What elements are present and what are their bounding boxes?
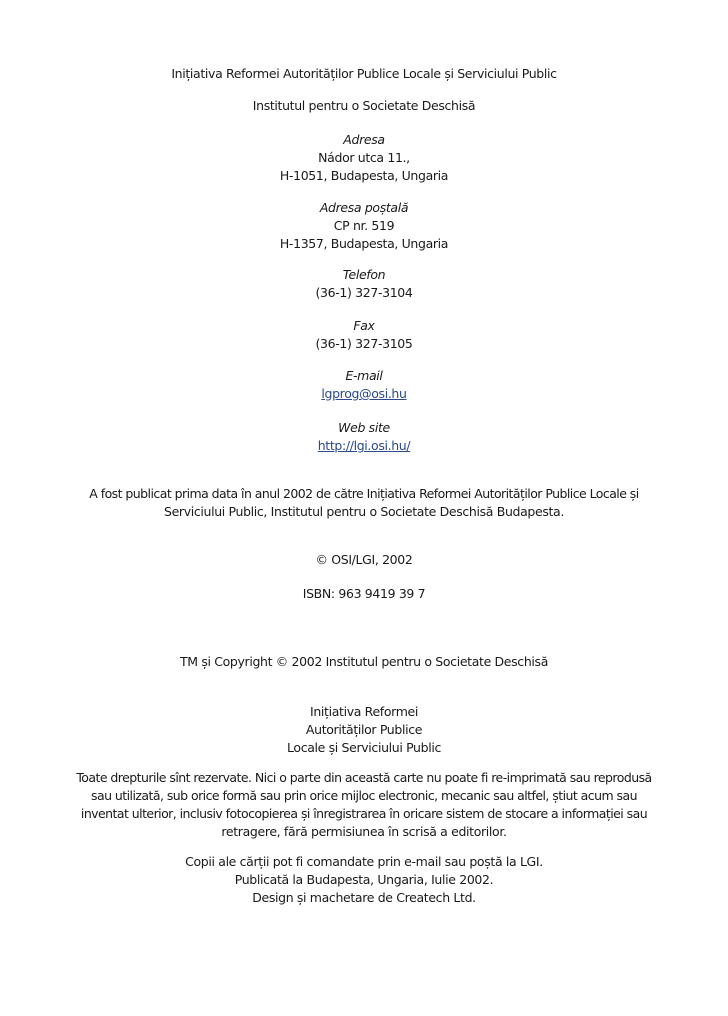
logo-text-line-2: Autorităților Publice <box>305 722 423 737</box>
footer-order-info: Copii ale cărții pot fi comandate prin e-mail sau poștă la LGI. <box>185 854 543 869</box>
institute-name: Institutul pentru o Societate Deschisă <box>252 98 476 113</box>
phone-label: Telefon <box>342 267 386 282</box>
postal-address-line-1: CP nr. 519 <box>333 218 395 233</box>
initiative-name: Inițiativa Reformei Autorităților Publice Locale și Serviciului Public <box>171 66 557 81</box>
trademark-notice: TM și Copyright © 2002 Institutul pentru o Societate Deschisă <box>179 654 549 669</box>
publication-line-2: Serviciului Public, Institutul pentru o Societate Deschisă Budapesta. <box>164 504 564 519</box>
rights-line-4: retragere, fără permisiunea în scrisă a editorilor. <box>221 824 507 839</box>
postal-address-label: Adresa poștală <box>319 200 409 215</box>
postal-address-line-2: H-1357, Budapesta, Ungaria <box>279 236 449 251</box>
address-line-1: Nádor utca 11., <box>318 150 410 165</box>
logo-text-line-3: Locale și Serviciului Public <box>287 740 441 755</box>
website-link[interactable]: http://lgi.osi.hu/ <box>317 438 411 453</box>
email-row <box>0 384 728 404</box>
footer-publication-info: Publicată la Budapesta, Ungaria, Iulie 2002. <box>234 872 494 887</box>
publication-line-1: A fost publicat prima data în anul 2002 de către Inițiativa Reformei Autorităților Publice Locale și <box>89 486 639 501</box>
website-row <box>0 436 728 456</box>
email-label: E-mail <box>345 368 383 383</box>
footer-design-credit: Design și machetare de Createch Ltd. <box>252 890 476 905</box>
copyright-notice: © OSI/LGI, 2002 <box>315 552 413 567</box>
address-line-2: H-1051, Budapesta, Ungaria <box>279 168 449 183</box>
rights-line-3: inventat ulterior, inclusiv fotocopierea și înregistrarea în oricare sistem de stocare a informației sau <box>80 806 648 821</box>
website-label: Web site <box>338 420 390 435</box>
address-label: Adresa <box>343 132 385 147</box>
rights-line-2: sau utilizată, sub orice formă sau prin orice mijloc electronic, mecanic sau altfel, știut acum sau <box>91 788 637 803</box>
logo-text-line-1: Inițiativa Reformei <box>310 704 418 719</box>
rights-line-1: Toate drepturile sînt rezervate. Nici o parte din această carte nu poate fi re-imprimată sau reprodusă <box>76 770 652 785</box>
isbn-number: ISBN: 963 9419 39 7 <box>302 586 426 601</box>
phone-value: (36-1) 327-3104 <box>315 285 413 300</box>
fax-value: (36-1) 327-3105 <box>315 336 413 351</box>
email-link[interactable]: lgprog@osi.hu <box>321 386 407 401</box>
fax-label: Fax <box>353 318 375 333</box>
